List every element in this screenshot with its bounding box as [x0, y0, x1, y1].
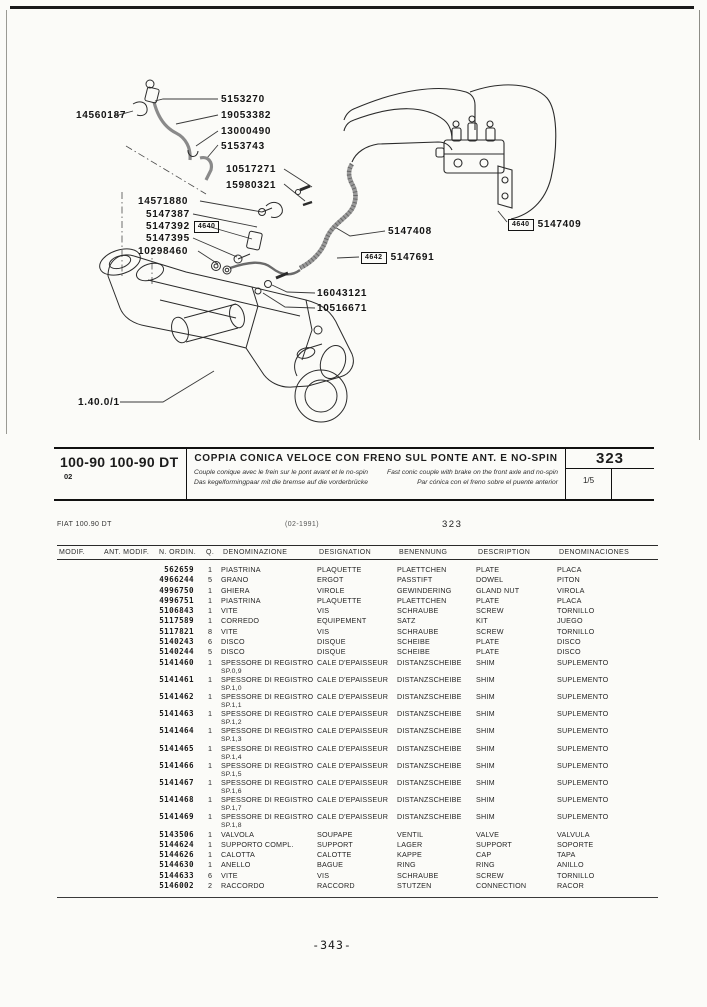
- part-labels-layer: [0, 0, 707, 445]
- designation-cell: CALE D'EPAISSEUR: [317, 777, 389, 787]
- denominazione-cell: [221, 628, 317, 637]
- part-number-cell: 5140244: [159, 647, 194, 657]
- description-cell: CAP: [476, 850, 492, 860]
- modification-ref-box: 4640: [508, 219, 534, 231]
- page-reference-block: [566, 449, 654, 499]
- designation-cell: ERGOT: [317, 575, 344, 585]
- description-cell: SHIM: [476, 812, 495, 822]
- description-cell: PLATE: [476, 647, 500, 657]
- benennung-cell: KAPPE: [397, 850, 422, 860]
- column-header: ANT. MODIF.: [104, 548, 150, 556]
- denominaciones-cell: RACOR: [557, 881, 584, 891]
- subtitle-spanish: Par cónica con el freno sobre el puente anterior: [417, 478, 558, 486]
- column-header: DENOMINAZIONE: [223, 548, 288, 556]
- description-cell: VALVE: [476, 829, 500, 839]
- part-number-cell: 5141460: [159, 657, 194, 667]
- designation-cell: PLAQUETTE: [317, 565, 362, 574]
- designation-cell: CALE D'EPAISSEUR: [317, 674, 389, 684]
- denominaciones-cell: PITON: [557, 575, 580, 585]
- footer-page-number: -343-: [312, 938, 352, 952]
- description-cell: RING: [476, 860, 495, 870]
- benennung-cell: DISTANZSCHEIBE: [397, 726, 462, 736]
- description-cell: SHIM: [476, 743, 495, 753]
- denominazione-line1: SPESSORE DI REGISTRO: [221, 692, 314, 702]
- subtitle-french: Couple conique avec le frein sur le pont avant et le no-spin: [194, 468, 368, 476]
- designation-cell: CALE D'EPAISSEUR: [317, 692, 389, 702]
- quantity-cell: 1: [208, 709, 213, 719]
- part-number-text: 13000490: [221, 126, 272, 137]
- denominazione-line1: RACCORDO: [221, 881, 265, 891]
- designation-cell: CALE D'EPAISSEUR: [317, 795, 389, 805]
- exploded-parts-diagram: [0, 0, 707, 445]
- description-cell: SCREW: [476, 606, 504, 616]
- title-block: [54, 447, 654, 501]
- denominaciones-cell: SUPLEMENTO: [557, 812, 609, 822]
- denominazione-cell: [221, 762, 317, 780]
- denominazione-cell: [221, 861, 317, 870]
- part-number-text: 10298460: [138, 246, 189, 257]
- part-number-cell: 562659: [164, 565, 194, 574]
- denominaciones-cell: SUPLEMENTO: [557, 674, 609, 684]
- part-number-label: [361, 252, 434, 264]
- benennung-cell: DISTANZSCHEIBE: [397, 674, 462, 684]
- denominaciones-cell: SUPLEMENTO: [557, 777, 609, 787]
- subtitles-left-column: [194, 468, 368, 488]
- benennung-cell: SCHRAUBE: [397, 870, 439, 880]
- part-number-cell: 4966244: [159, 575, 194, 585]
- edition-date: (02-1991): [285, 521, 319, 528]
- part-row: [57, 727, 658, 744]
- denominazione-line1: SPESSORE DI REGISTRO: [221, 760, 314, 770]
- part-row: [57, 693, 658, 710]
- denominazione-cell: [221, 676, 317, 694]
- description-cell: GLAND NUT: [476, 585, 520, 595]
- denominaciones-cell: SUPLEMENTO: [557, 709, 609, 719]
- quantity-cell: 1: [208, 674, 213, 684]
- part-number-cell: 5141465: [159, 743, 194, 753]
- designation-cell: CALE D'EPAISSEUR: [317, 812, 389, 822]
- designation-cell: CALOTTE: [317, 850, 352, 860]
- parts-table-body: [57, 560, 658, 892]
- denominazione-cell: [221, 872, 317, 881]
- part-number-cell: 5141464: [159, 726, 194, 736]
- part-number-text: 1.40.0/1: [78, 397, 120, 408]
- quantity-cell: 1: [208, 595, 213, 605]
- denominazione-line1: CORREDO: [221, 616, 260, 626]
- denominazione-line1: ANELLO: [221, 860, 251, 870]
- denominazione-line1: SPESSORE DI REGISTRO: [221, 674, 314, 684]
- denominazione-line1: DISCO: [221, 647, 245, 657]
- sheet-number: 1/5: [566, 469, 612, 499]
- model-reference: FIAT 100.90 DT: [57, 521, 112, 528]
- column-header: DESCRIPTION: [478, 548, 531, 556]
- denominaciones-cell: PLACA: [557, 595, 582, 605]
- section-title-block: [187, 449, 566, 499]
- benennung-cell: PLAETTCHEN: [397, 595, 447, 605]
- part-row: [57, 882, 658, 892]
- description-cell: DOWEL: [476, 575, 504, 585]
- denominazione-line2: SP.1,8: [221, 822, 242, 830]
- part-number-text: 5147408: [388, 226, 432, 237]
- benennung-cell: RING: [397, 860, 416, 870]
- denominazione-line1: SPESSORE DI REGISTRO: [221, 812, 314, 822]
- part-number-text: 5147387: [146, 209, 190, 220]
- denominazione-cell: [221, 659, 317, 677]
- part-number-label: [76, 110, 126, 121]
- part-row: [57, 762, 658, 779]
- page-reference: 323: [566, 449, 654, 469]
- quantity-cell: 1: [208, 839, 213, 849]
- part-number-text: 10517271: [226, 164, 277, 175]
- denominazione-cell: [221, 648, 317, 657]
- part-number-text: 5147395: [146, 233, 190, 244]
- denominazione-line1: GRANO: [221, 575, 249, 585]
- part-number-cell: 5141469: [159, 812, 194, 822]
- quantity-cell: 1: [208, 565, 213, 574]
- designation-cell: VIS: [317, 606, 330, 616]
- denominazione-line1: SPESSORE DI REGISTRO: [221, 709, 314, 719]
- denominazione-cell: [221, 617, 317, 626]
- denominaciones-cell: SUPLEMENTO: [557, 795, 609, 805]
- benennung-cell: SATZ: [397, 616, 416, 626]
- denominaciones-cell: TORNILLO: [557, 870, 595, 880]
- description-cell: SHIM: [476, 795, 495, 805]
- denominaciones-cell: TORNILLO: [557, 626, 595, 636]
- part-number-cell: 5141461: [159, 674, 194, 684]
- denominaciones-cell: PLACA: [557, 565, 582, 574]
- part-number-text: 5147691: [390, 252, 435, 264]
- part-number-label: [317, 288, 367, 299]
- quantity-cell: 1: [208, 616, 213, 626]
- designation-cell: VIROLE: [317, 585, 345, 595]
- denominazione-line2: SP.1,3: [221, 736, 242, 744]
- part-number-text: 14560187: [76, 110, 127, 121]
- part-number-cell: 5141468: [159, 795, 194, 805]
- part-number-cell: 5117589: [159, 616, 194, 626]
- benennung-cell: DISTANZSCHEIBE: [397, 657, 462, 667]
- table-bottom-rule: [57, 897, 658, 898]
- column-header: MODIF.: [59, 548, 86, 556]
- designation-cell: DISQUE: [317, 637, 346, 647]
- part-number-cell: 5144630: [159, 860, 194, 870]
- quantity-cell: 1: [208, 850, 213, 860]
- model-codes: 100-90 100-90 DT: [60, 454, 179, 470]
- part-number-label: [221, 94, 265, 105]
- part-number-text: 14571880: [138, 196, 189, 207]
- part-number-label: [138, 196, 188, 207]
- quantity-cell: 1: [208, 692, 213, 702]
- denominazione-line1: SPESSORE DI REGISTRO: [221, 657, 314, 667]
- denominaciones-cell: DISCO: [557, 637, 581, 647]
- part-number-label: [221, 110, 271, 121]
- part-number-label: [226, 180, 276, 191]
- quantity-cell: 6: [208, 870, 213, 880]
- denominaciones-cell: SUPLEMENTO: [557, 760, 609, 770]
- designation-cell: DISQUE: [317, 647, 346, 657]
- designation-cell: BAGUE: [317, 860, 344, 870]
- part-row: [57, 813, 658, 830]
- denominaciones-cell: TORNILLO: [557, 606, 595, 616]
- denominazione-cell: [221, 638, 317, 647]
- part-row: [57, 676, 658, 693]
- part-number-cell: 5144626: [159, 850, 194, 860]
- description-cell: SCREW: [476, 870, 504, 880]
- description-cell: PLATE: [476, 565, 500, 574]
- part-number-label: [78, 397, 120, 408]
- description-cell: SHIM: [476, 657, 495, 667]
- benennung-cell: SCHEIBE: [397, 637, 430, 647]
- denominazione-line1: VITE: [221, 870, 238, 880]
- part-row: [57, 796, 658, 813]
- parts-table-header: [57, 545, 658, 560]
- denominazione-line2: SP.1,1: [221, 702, 242, 710]
- denominazione-line2: SP.1,2: [221, 719, 242, 727]
- sheet-block: [566, 469, 654, 499]
- quantity-cell: 1: [208, 606, 213, 616]
- description-cell: SHIM: [476, 709, 495, 719]
- benennung-cell: SCHEIBE: [397, 647, 430, 657]
- denominazione-line1: SPESSORE DI REGISTRO: [221, 743, 314, 753]
- quantity-cell: 1: [208, 812, 213, 822]
- part-number-cell: 5144633: [159, 870, 194, 880]
- denominazione-line1: PIASTRINA: [221, 595, 261, 605]
- part-number-cell: 5141467: [159, 777, 194, 787]
- description-cell: SHIM: [476, 760, 495, 770]
- benennung-cell: DISTANZSCHEIBE: [397, 777, 462, 787]
- description-cell: PLATE: [476, 637, 500, 647]
- denominazione-cell: [221, 693, 317, 711]
- part-number-text: 19053382: [221, 110, 272, 121]
- denominazione-cell: [221, 831, 317, 840]
- part-number-text: 5147409: [537, 219, 582, 231]
- benennung-cell: STUTZEN: [397, 881, 432, 891]
- model-variant: 02: [64, 472, 73, 481]
- benennung-cell: PASSTIFT: [397, 575, 433, 585]
- part-row: [57, 659, 658, 676]
- subtitle-english: Fast conic couple with brake on the front axle and no-spin: [386, 468, 558, 476]
- designation-cell: RACCORD: [317, 881, 355, 891]
- benennung-cell: SCHRAUBE: [397, 626, 439, 636]
- part-number-cell: 5144624: [159, 839, 194, 849]
- part-number-cell: 5141466: [159, 760, 194, 770]
- part-number-cell: 4996751: [159, 595, 194, 605]
- designation-cell: VIS: [317, 870, 330, 880]
- denominaciones-cell: TAPA: [557, 850, 576, 860]
- part-number-text: 10516671: [317, 303, 368, 314]
- quantity-cell: 1: [208, 860, 213, 870]
- designation-cell: PLAQUETTE: [317, 595, 362, 605]
- denominazione-line1: SUPPORTO COMPL.: [221, 839, 294, 849]
- part-number-cell: 5146002: [159, 881, 194, 891]
- denominaciones-cell: SOPORTE: [557, 839, 594, 849]
- part-number-text: 16043121: [317, 288, 368, 299]
- denominazione-cell: [221, 597, 317, 606]
- description-cell: PLATE: [476, 595, 500, 605]
- quantity-cell: 1: [208, 795, 213, 805]
- designation-cell: SUPPORT: [317, 839, 354, 849]
- benennung-cell: VENTIL: [397, 829, 424, 839]
- denominaciones-cell: SUPLEMENTO: [557, 743, 609, 753]
- denominazione-cell: [221, 745, 317, 763]
- denominazione-line1: SPESSORE DI REGISTRO: [221, 726, 314, 736]
- denominazione-line2: SP.1,6: [221, 787, 242, 795]
- denominazione-line2: SP.1,5: [221, 770, 242, 778]
- quantity-cell: 5: [208, 647, 213, 657]
- designation-cell: CALE D'EPAISSEUR: [317, 657, 389, 667]
- subtitles-right-column: [387, 468, 558, 488]
- benennung-cell: PLAETTCHEN: [397, 565, 447, 574]
- denominazione-cell: [221, 796, 317, 814]
- denominazione-line2: SP.1,7: [221, 805, 242, 813]
- part-number-cell: 5117821: [159, 626, 194, 636]
- benennung-cell: SCHRAUBE: [397, 606, 439, 616]
- designation-cell: SOUPAPE: [317, 829, 353, 839]
- part-number-cell: 5141462: [159, 692, 194, 702]
- denominaciones-cell: VIROLA: [557, 585, 585, 595]
- part-number-text: 5147392: [146, 221, 190, 233]
- model-block: [54, 449, 187, 499]
- description-cell: SUPPORT: [476, 839, 513, 849]
- part-number-text: 5153743: [221, 141, 265, 152]
- part-number-label: [508, 219, 581, 231]
- denominazione-line2: SP.1,4: [221, 753, 242, 761]
- denominaciones-cell: JUEGO: [557, 616, 583, 626]
- part-row: [57, 779, 658, 796]
- description-cell: SCREW: [476, 626, 504, 636]
- part-number-text: 15980321: [226, 180, 277, 191]
- denominazione-cell: [221, 851, 317, 860]
- part-number-label: [226, 164, 276, 175]
- denominaciones-cell: SUPLEMENTO: [557, 726, 609, 736]
- page-reference-small: 323: [442, 519, 463, 530]
- part-number-label: [138, 246, 188, 257]
- part-number-label: [146, 209, 190, 220]
- benennung-cell: DISTANZSCHEIBE: [397, 709, 462, 719]
- modification-ref-box: 4640: [194, 221, 220, 233]
- denominazione-line1: VITE: [221, 626, 238, 636]
- benennung-cell: DISTANZSCHEIBE: [397, 795, 462, 805]
- denominaciones-cell: DISCO: [557, 647, 581, 657]
- part-row: [57, 745, 658, 762]
- benennung-cell: GEWINDERING: [397, 585, 452, 595]
- description-cell: SHIM: [476, 674, 495, 684]
- denominazione-cell: [221, 882, 317, 891]
- part-number-cell: 4996750: [159, 585, 194, 595]
- parts-table: [57, 545, 658, 898]
- info-row: [57, 521, 657, 533]
- benennung-cell: DISTANZSCHEIBE: [397, 760, 462, 770]
- part-number-label: [317, 303, 367, 314]
- description-cell: SHIM: [476, 777, 495, 787]
- section-title: COPPIA CONICA VELOCE CON FRENO SUL PONTE ANT. E NO-SPIN: [194, 453, 558, 464]
- part-number-label: [388, 226, 432, 237]
- description-cell: SHIM: [476, 692, 495, 702]
- part-number-cell: 5141463: [159, 709, 194, 719]
- denominazione-cell: [221, 607, 317, 616]
- denominazione-cell: [221, 779, 317, 797]
- benennung-cell: LAGER: [397, 839, 423, 849]
- denominazione-line1: GHIERA: [221, 585, 250, 595]
- subtitle-german: Das kegelformingpaar mit die bremse auf die vorderbrücke: [194, 478, 368, 486]
- benennung-cell: DISTANZSCHEIBE: [397, 743, 462, 753]
- part-number-cell: 5143506: [159, 829, 194, 839]
- designation-cell: CALE D'EPAISSEUR: [317, 760, 389, 770]
- quantity-cell: 8: [208, 626, 213, 636]
- benennung-cell: DISTANZSCHEIBE: [397, 812, 462, 822]
- part-number-cell: 5106843: [159, 606, 194, 616]
- denominazione-line1: SPESSORE DI REGISTRO: [221, 795, 314, 805]
- denominazione-cell: [221, 566, 317, 575]
- quantity-cell: 2: [208, 881, 213, 891]
- part-number-label: [221, 126, 271, 137]
- denominazione-line1: CALOTTA: [221, 850, 256, 860]
- designation-cell: CALE D'EPAISSEUR: [317, 709, 389, 719]
- column-header: Q.: [206, 548, 215, 556]
- denominazione-cell: [221, 813, 317, 831]
- quantity-cell: 1: [208, 657, 213, 667]
- denominazione-line1: PIASTRINA: [221, 565, 261, 574]
- designation-cell: EQUIPEMENT: [317, 616, 367, 626]
- quantity-cell: 5: [208, 575, 213, 585]
- denominaciones-cell: VALVULA: [557, 829, 590, 839]
- denominazione-line1: SPESSORE DI REGISTRO: [221, 777, 314, 787]
- denominazione-line1: VITE: [221, 606, 238, 616]
- designation-cell: VIS: [317, 626, 330, 636]
- denominazione-line2: SP.0,9: [221, 667, 242, 675]
- benennung-cell: DISTANZSCHEIBE: [397, 692, 462, 702]
- part-row: [57, 710, 658, 727]
- quantity-cell: 6: [208, 637, 213, 647]
- denominazione-cell: [221, 727, 317, 745]
- denominaciones-cell: SUPLEMENTO: [557, 657, 609, 667]
- section-subtitles: [194, 468, 558, 488]
- denominaciones-cell: ANILLO: [557, 860, 584, 870]
- column-header: DENOMINACIONES: [559, 548, 630, 556]
- denominazione-cell: [221, 576, 317, 585]
- part-number-cell: 5140243: [159, 637, 194, 647]
- denominazione-cell: [221, 841, 317, 850]
- denominaciones-cell: SUPLEMENTO: [557, 692, 609, 702]
- column-header: DESIGNATION: [319, 548, 372, 556]
- part-number-label: [221, 141, 265, 152]
- description-cell: CONNECTION: [476, 881, 527, 891]
- denominazione-line2: SP.1,0: [221, 684, 242, 692]
- quantity-cell: 1: [208, 585, 213, 595]
- column-header: N. ORDIN.: [159, 548, 197, 556]
- description-cell: KIT: [476, 616, 488, 626]
- denominazione-line1: VALVOLA: [221, 829, 255, 839]
- part-number-text: 5153270: [221, 94, 265, 105]
- denominazione-cell: [221, 710, 317, 728]
- description-cell: SHIM: [476, 726, 495, 736]
- designation-cell: CALE D'EPAISSEUR: [317, 726, 389, 736]
- quantity-cell: 1: [208, 743, 213, 753]
- modification-ref-box: 4642: [361, 252, 387, 264]
- denominazione-cell: [221, 587, 317, 596]
- quantity-cell: 1: [208, 829, 213, 839]
- part-number-label: [146, 233, 190, 244]
- column-header: BENENNUNG: [399, 548, 448, 556]
- quantity-cell: 1: [208, 726, 213, 736]
- designation-cell: CALE D'EPAISSEUR: [317, 743, 389, 753]
- part-number-label: [146, 221, 219, 233]
- quantity-cell: 1: [208, 760, 213, 770]
- denominazione-line1: DISCO: [221, 637, 245, 647]
- quantity-cell: 1: [208, 777, 213, 787]
